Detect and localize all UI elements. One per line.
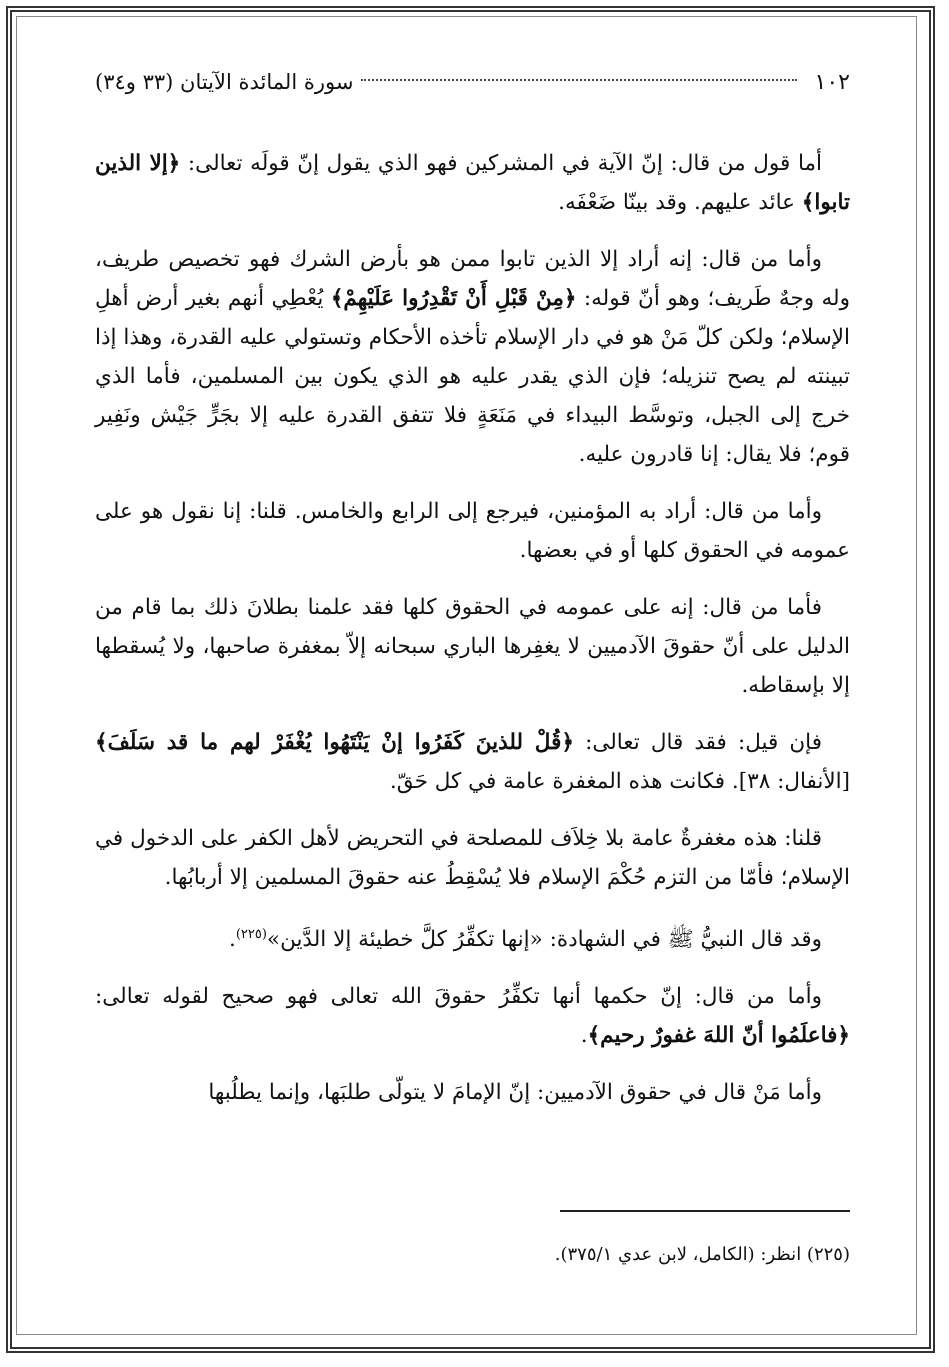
quran-verse-3: ﴿قُلْ للذينَ كَفَرُوا إنْ يَنْتَهُوا يُغْفَرْ لهم ما قد سَلَفَ﴾ xyxy=(95,730,574,755)
header-dot-leader xyxy=(361,79,796,81)
paragraph-2-text-a: وأما من قال: إنه أراد إلا الذين تابوا ممن هو بأرض الشرك فهو تخصيص طريف، وله وجهٌ طَريف؛ وهو أنّ قوله: xyxy=(95,247,850,311)
paragraph-8-text-b: . xyxy=(580,1023,588,1049)
footnote-separator xyxy=(560,1210,850,1212)
paragraph-1-text-b: عائد عليهم. وقد بينّا ضَعْفَه. xyxy=(558,190,802,215)
quran-verse-4: ﴿فاعلَمُوا أنّ اللهَ غفورٌ رحيم﴾ xyxy=(587,1023,850,1049)
body-text xyxy=(95,144,850,1112)
paragraph-1 xyxy=(95,144,850,222)
paragraph-8-text-a: وأما من قال: إنّ حكمها أنها تكفِّرُ حقوقَ الله تعالى فهو صحيح لقوله تعالى: xyxy=(95,984,822,1010)
page-number: ١٠٢ xyxy=(814,70,850,95)
paragraph-5-text-b: [الأنفال: ٣٨]. فكانت هذه المغفرة عامة في كل حَقّ. xyxy=(389,769,850,794)
paragraph-7 xyxy=(95,915,850,959)
footnote-reference[interactable]: (٢٢٥) xyxy=(235,927,267,942)
quran-verse-2: ﴿مِنْ قَبْلِ أَنْ تَقْدِرُوا عَلَيْهِمْ﴾ xyxy=(330,286,577,311)
paragraph-2 xyxy=(95,240,850,474)
header-title: سورة المائدة الآيتان (٣٣ و٣٤) xyxy=(95,70,354,94)
paragraph-4: فأما من قال: إنه على عمومه في الحقوق كلها فقد علمنا بطلانَ ذلك بما قام من الدليل على أنّ حقوقَ الآدميين لا يغفِرها الباري سبحانه إلاّ بمغفرة صاحبها، ولا يُسقطها إلا بإسقاطه. xyxy=(95,595,850,698)
paragraph-7-text-b: . xyxy=(228,927,236,953)
paragraph-8 xyxy=(95,977,850,1055)
paragraph-9: وأما مَنْ قال في حقوق الآدميين: إنّ الإمامَ لا يتولّى طلبَها، وإنما يطلُبها xyxy=(208,1080,822,1106)
footnote: (٢٢٥) انظر: (الكامل، لابن عدي ٣٧٥/١). xyxy=(554,1244,850,1265)
book-page xyxy=(95,60,850,1310)
paragraph-2-text-b: يُعْطِي أنهم بغير أرض أهلِ الإسلام؛ ولكن كلّ مَنْ هو في دار الإسلام تأخذه الأحكام وتستولي عليه القدرة، وهذا إذا تبينته لم يصح تنزيله؛ فإن الذي يقدر عليه هو الذي يكون بين المسلمين، فأما الذي خرج إلى الجبل، وتوسَّط البيداء في مَنَعَةٍ فلا تتفق القدرة عليه إلا بجَرٍّ جَيْش ونَفِير قوم؛ فلا يقال: إنا قادرون عليه. xyxy=(95,286,850,467)
paragraph-5-text-a: فإن قيل: فقد قال تعالى: xyxy=(573,730,822,755)
paragraph-3: وأما من قال: أراد به المؤمنين، فيرجع إلى الرابع والخامس. قلنا: إنا نقول هو على عمومه في الحقوق كلها أو في بعضها. xyxy=(95,499,850,563)
running-header xyxy=(95,60,850,104)
paragraph-5 xyxy=(95,723,850,801)
quran-verse-1: ﴿إلا الذين تابوا﴾ xyxy=(95,151,850,215)
paragraph-1-text-a: أما قول من قال: إنّ الآية في المشركين فهو الذي يقول إنّ قولَه تعالى: xyxy=(180,151,822,176)
paragraph-7-text-a: وقد قال النبيُّ ﷺ في الشهادة: «إنها تكفِّرُ كلَّ خطيئة إلا الدَّين» xyxy=(266,927,822,953)
paragraph-6: قلنا: هذه مغفرةٌ عامة بلا خِلاَف للمصلحة في التحريض لأهل الكفر على الدخول في الإسلام؛ فأمّا من التزم حُكْمَ الإسلام فلا يُسْقِطُ عنه حقوقَ المسلمين إلا أربابُها. xyxy=(95,826,850,890)
